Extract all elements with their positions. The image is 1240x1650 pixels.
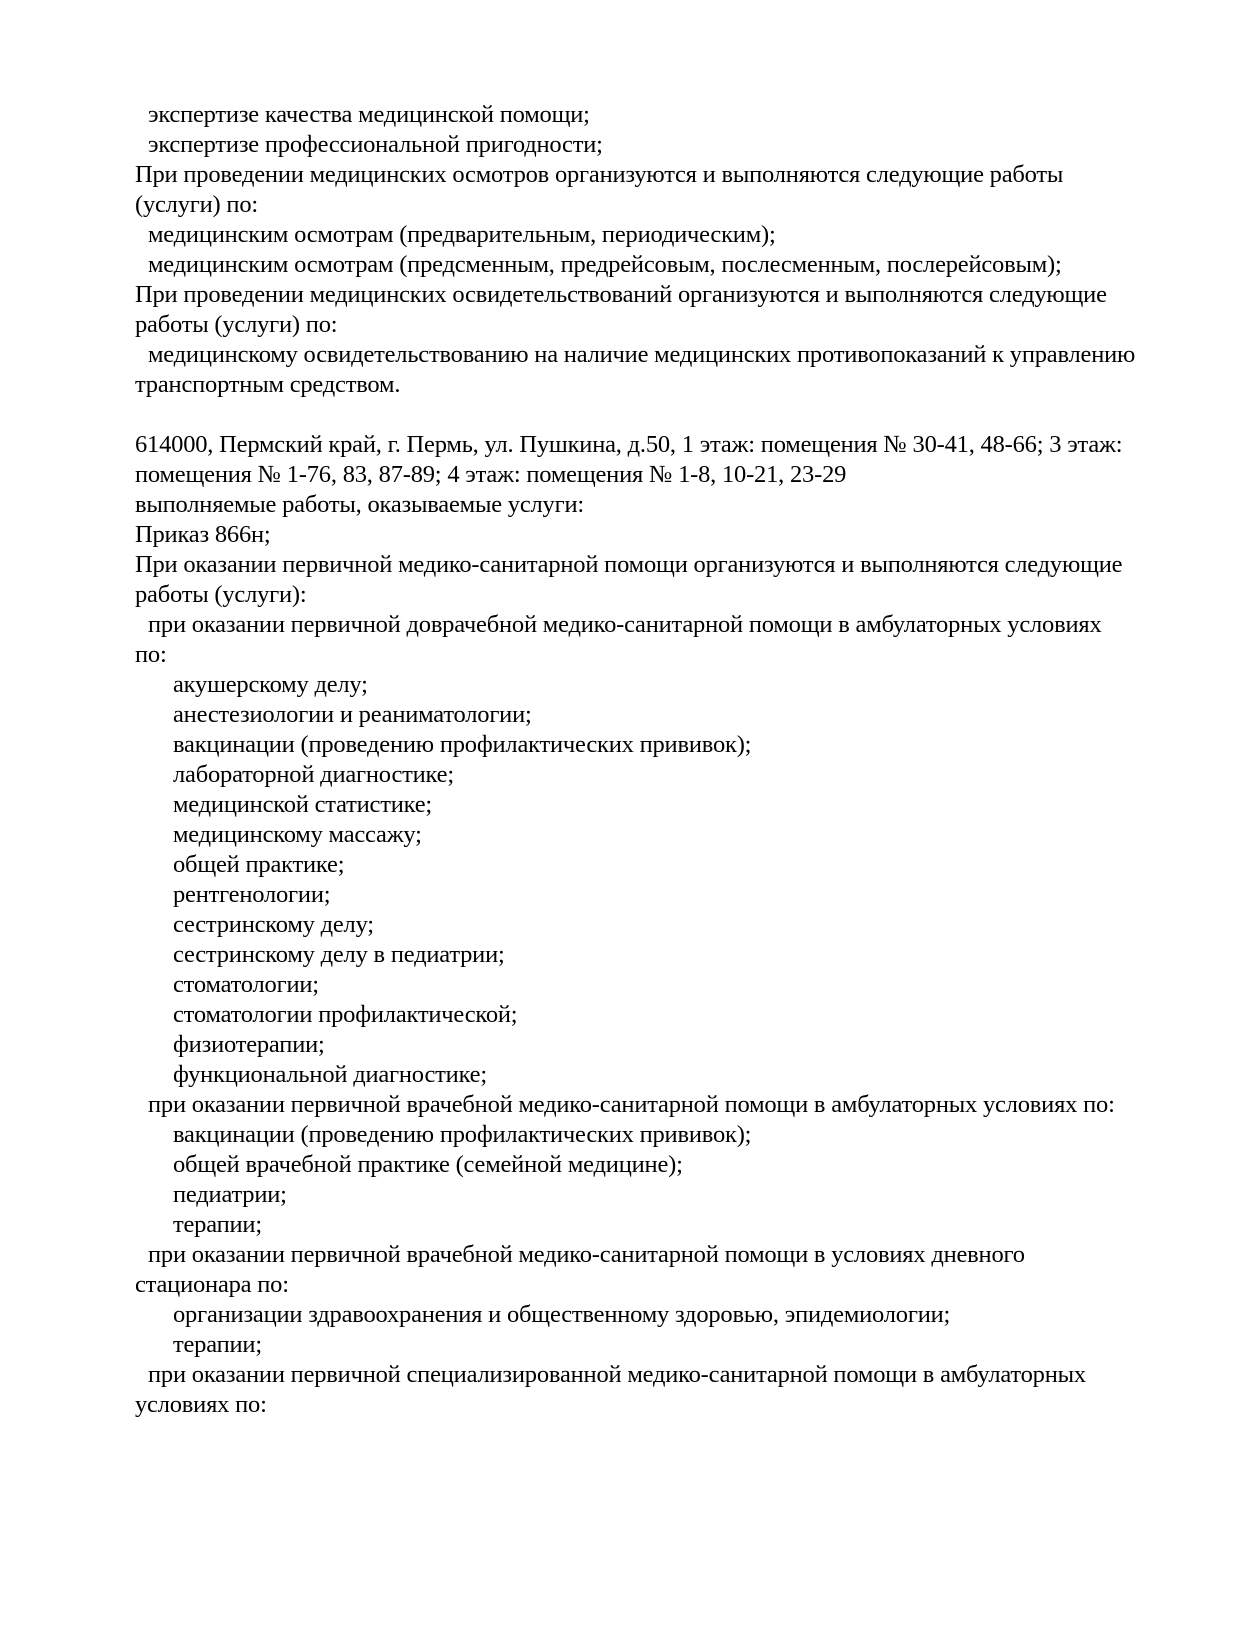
document-line: терапии; [173,1331,262,1358]
document-line: При оказании первичной медико-санитарной помощи организуются и выполняются следующие [135,551,1123,578]
document-line: общей врачебной практике (семейной медицине); [173,1151,683,1178]
document-line: медицинским осмотрам (предварительным, периодическим); [148,221,776,248]
document-line: вакцинации (проведению профилактических прививок); [173,1121,752,1148]
document-line: стоматологии; [173,971,319,998]
document-line: (услуги) по: [135,191,258,218]
document-line: работы (услуги): [135,581,307,608]
document-line: сестринскому делу в педиатрии; [173,941,505,968]
document-line: рентгенологии; [173,881,331,908]
document-line: терапии; [173,1211,262,1238]
document-line: при оказании первичной доврачебной медико-санитарной помощи в амбулаторных условиях [148,611,1102,638]
document-line: при оказании первичной врачебной медико-санитарной помощи в условиях дневного [148,1241,1025,1268]
document-line: медицинскому освидетельствованию на наличие медицинских противопоказаний к управлению [148,341,1136,368]
document-line: медицинским осмотрам (предсменным, предрейсовым, послесменным, послерейсовым); [148,251,1062,278]
document-line: акушерскому делу; [173,671,368,698]
document-line: общей практике; [173,851,345,878]
document-line: стоматологии профилактической; [173,1001,518,1028]
document-line: функциональной диагностике; [173,1061,487,1088]
document-line: работы (услуги) по: [135,311,338,338]
document-line: стационара по: [135,1271,289,1298]
document-line: при оказании первичной специализированной медико-санитарной помощи в амбулаторных [148,1361,1086,1388]
document-line: лабораторной диагностике; [173,761,454,788]
document-line: по: [135,641,167,668]
document-line: при оказании первичной врачебной медико-санитарной помощи в амбулаторных условиях по: [148,1091,1115,1118]
document-line: 614000, Пермский край, г. Пермь, ул. Пушкина, д.50, 1 этаж: помещения № 30-41, 48-66; 3 этаж: [135,431,1123,458]
document-line: Приказ 866н; [135,521,271,548]
document-line: анестезиологии и реаниматологии; [173,701,532,728]
document-line: сестринскому делу; [173,911,374,938]
document-line: условиях по: [135,1391,267,1418]
document-line [135,400,1135,430]
document-line: помещения № 1-76, 83, 87-89; 4 этаж: помещения № 1-8, 10-21, 23-29 [135,461,847,488]
document-line: экспертизе профессиональной пригодности; [148,131,603,158]
license-works-text-block [135,100,1135,1420]
document-line: экспертизе качества медицинской помощи; [148,101,590,128]
document-line: выполняемые работы, оказываемые услуги: [135,491,584,518]
document-line: физиотерапии; [173,1031,325,1058]
document-line: медицинскому массажу; [173,821,422,848]
document-line: При проведении медицинских осмотров организуются и выполняются следующие работы [135,161,1064,188]
document-line: вакцинации (проведению профилактических прививок); [173,731,752,758]
document-line: транспортным средством. [135,371,401,398]
document-line: организации здравоохранения и общественному здоровью, эпидемиологии; [173,1301,951,1328]
document-line: медицинской статистике; [173,791,432,818]
document-line: При проведении медицинских освидетельствований организуются и выполняются следующие [135,281,1107,308]
document-line: педиатрии; [173,1181,287,1208]
